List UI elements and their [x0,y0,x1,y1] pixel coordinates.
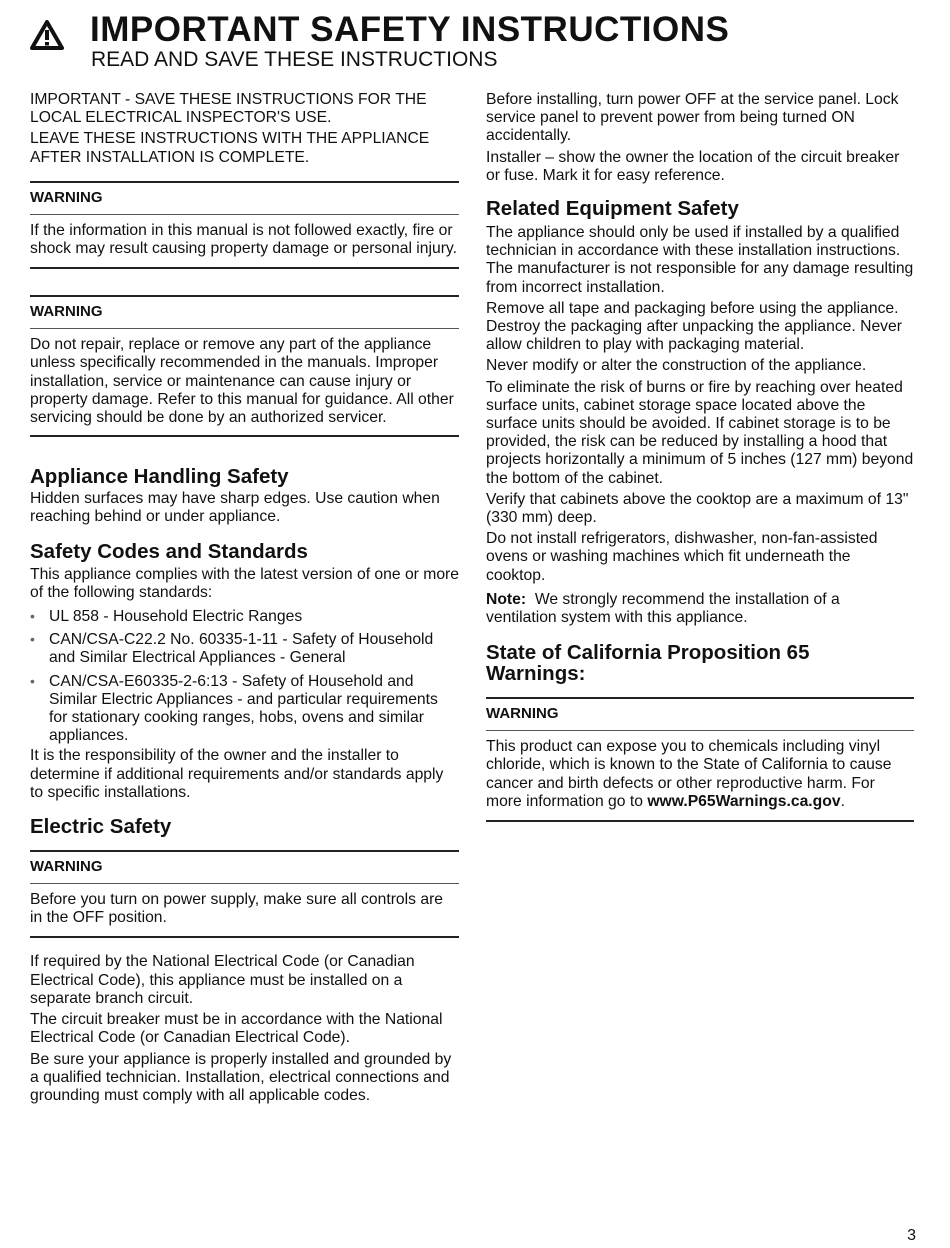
safety-codes-intro: This appliance complies with the latest version of one or more of the following standards: [30,565,460,601]
warning-text [486,731,914,817]
list-item [30,631,459,667]
standard-text: CAN/CSA-E60335-2-6:13 - Safety of Household and Similar Electric Appliances - and particular requirements for stationary cooking ranges, hobs, ovens and similar appliances. [49,672,438,745]
bullet-icon: • [30,672,35,689]
prop65-link-suffix: . [840,792,845,810]
warning-label: WARNING [30,852,459,884]
note-label: Note: [486,590,527,608]
bullet-icon: • [30,631,35,648]
related-paragraph: The appliance should only be used if installed by a qualified technician in accordance with these installation instructions. The manufacturer is not responsible for any damage resulting from incorrect installation. [486,224,914,296]
appliance-handling-text: Hidden surfaces may have sharp edges. Use caution when reaching behind or under appliance. [30,490,440,526]
heading-prop65: State of California Proposition 65 Warnings: [486,641,810,686]
bullet-icon: • [30,608,35,625]
related-paragraph: Never modify or alter the construction of the appliance. [486,357,867,375]
list-item [30,673,459,746]
standard-text: CAN/CSA-C22.2 No. 60335-1-11 - Safety of Household and Similar Electrical Appliances - General [49,631,434,667]
right-column [486,91,914,822]
related-paragraph: Remove all tape and packaging before using the appliance. Destroy the packaging after unpacking the appliance. Never allow children to play with packaging material. [486,299,902,354]
warning-text: Do not repair, replace or remove any part of the appliance unless specifically recommended in the manuals. Improper installation, service or maintenance can cause injury or property damage. Refer to this manual for guidance. All other servicing should be done by an authorized servicer. [30,336,454,427]
installer-paragraph: Installer – show the owner the location of the circuit breaker or fuse. Mark it for easy reference. [486,148,900,184]
note-text: We strongly recommend the installation of a ventilation system with this appliance. [486,590,840,627]
safety-codes-outro: It is the responsibility of the owner and the installer to determine if additional requirements and/or standards apply to specific installations. [30,747,444,801]
page-header [30,8,920,74]
warning-box-prop65 [486,697,914,822]
page-number: 3 [907,1227,916,1244]
warning-box-electric [30,850,459,938]
power-off-paragraph: Before installing, turn power OFF at the service panel. Lock service panel to prevent power from being turned ON accidentally. [486,91,899,145]
warning-box-repair [30,295,459,437]
warning-triangle-icon [30,20,64,50]
standards-list [30,608,459,745]
warning-label: WARNING [30,297,459,329]
intro-inspector-note: IMPORTANT - SAVE THESE INSTRUCTIONS FOR THE LOCAL ELECTRICAL INSPECTOR'S USE. [30,91,427,127]
heading-appliance-handling: Appliance Handling Safety [30,465,289,489]
warning-box-manual [30,181,459,269]
intro-leave-note: LEAVE THESE INSTRUCTIONS WITH THE APPLIANCE AFTER INSTALLATION IS COMPLETE. [30,130,430,166]
warning-text: If the information in this manual is not followed exactly, fire or shock may result causing property damage or personal injury. [30,221,457,258]
electric-paragraph: If required by the National Electrical Code (or Canadian Electrical Code), this appliance must be installed on a separate branch circuit. [30,953,415,1007]
related-paragraph: To eliminate the risk of burns or fire by reaching over heated surface units, cabinet storage space located above the surface units should be avoided. If cabinet storage is to be provided, the risk can be reduced by installing a hood that projects horizontally a minimum of 5 inches (127 mm) beyond the bottom of the cabinet. [486,378,914,487]
page-title: IMPORTANT SAFETY INSTRUCTIONS [90,10,730,49]
heading-related-equipment: Related Equipment Safety [486,197,739,221]
warning-text: Before you turn on power supply, make sure all controls are in the OFF position. [30,891,444,927]
electric-paragraph: Be sure your appliance is properly installed and grounded by a qualified technician. Installation, electrical connections and grounding must comply with all applicable codes. [30,1050,452,1104]
warning-label: WARNING [486,699,914,731]
note-paragraph [486,591,914,627]
electric-paragraph: The circuit breaker must be in accordance with the National Electrical Code (or Canadian Electrical Code). [30,1011,443,1047]
prop65-link[interactable]: www.P65Warnings.ca.gov [647,792,841,810]
related-paragraph: Do not install refrigerators, dishwasher, non-fan-assisted ovens or washing machines which fit underneath the cooktop. [486,530,878,584]
left-column [30,91,459,1108]
prop65-text: This product can expose you to chemicals including vinyl chloride, which is known to the State of California to cause cancer and birth defects or other reproductive harm. For more information go to [486,738,892,810]
standard-text: UL 858 - Household Electric Ranges [49,608,303,626]
page-subtitle: READ AND SAVE THESE INSTRUCTIONS [91,48,498,71]
warning-label: WARNING [30,183,459,215]
list-item [30,608,459,626]
heading-safety-codes: Safety Codes and Standards [30,539,308,563]
related-paragraph: Verify that cabinets above the cooktop are a maximum of 13" (330 mm) deep. [486,490,909,527]
heading-electric-safety: Electric Safety [30,815,172,839]
